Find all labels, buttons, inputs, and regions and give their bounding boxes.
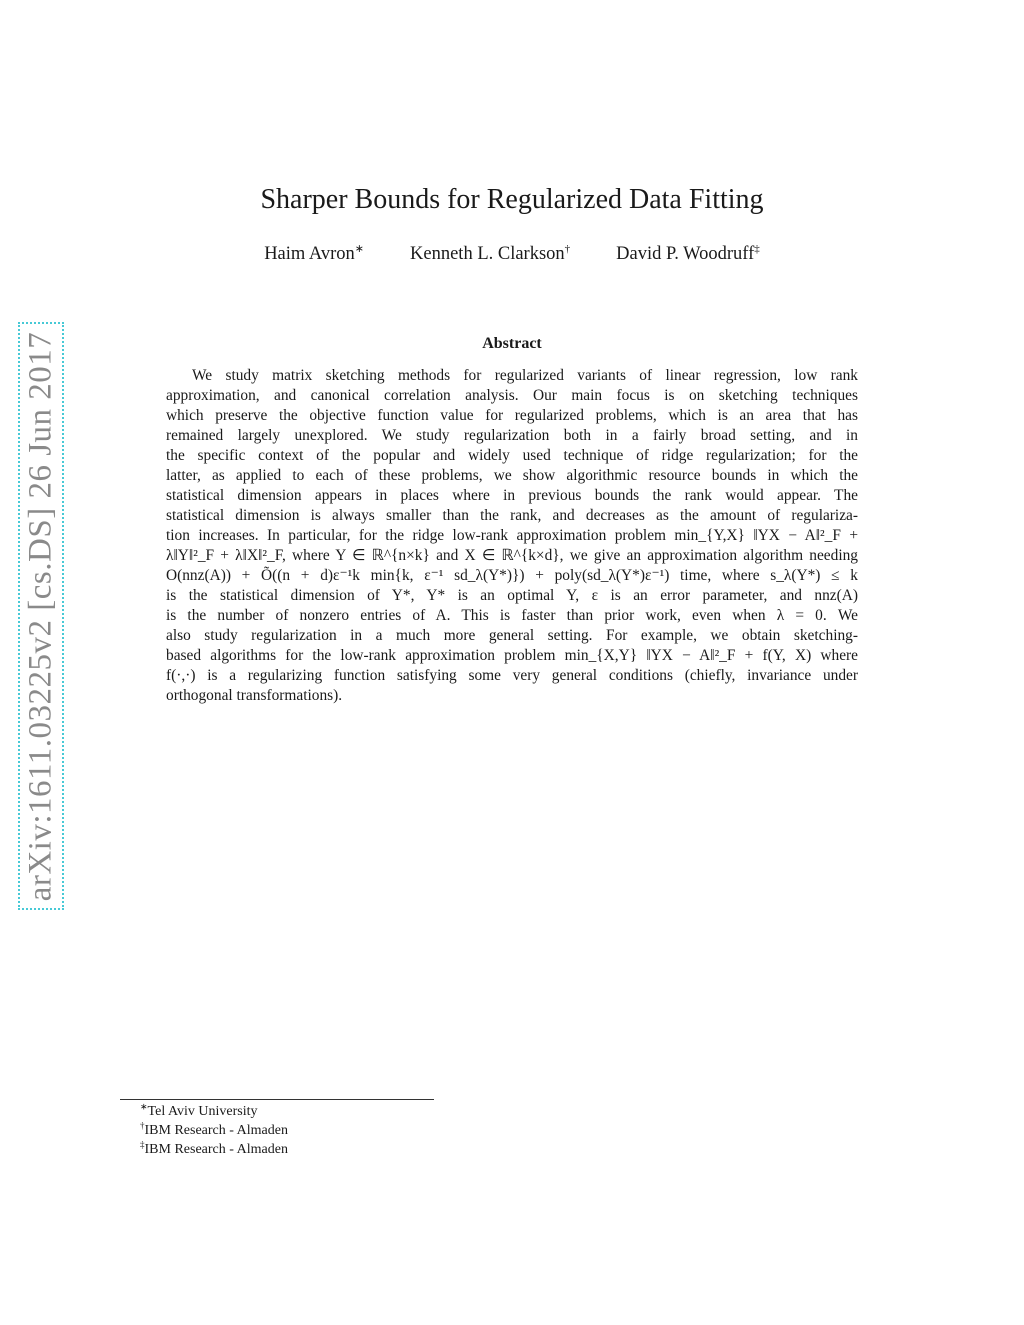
arxiv-sidebar-stamp [18,322,64,910]
abstract-line: tion increases. In particular, for the ridge low-rank approximation problem min_{Y,X} ‖YX − A‖²_F + [166,527,858,544]
abstract-line: orthogonal transformations). [166,687,343,704]
abstract-line: the specific context of the popular and widely used technique of ridge regularization; for the [166,447,858,464]
abstract-line: remained largely unexplored. We study regularization both in a fairly broad setting, and in [166,427,858,444]
abstract-line: approximation, and canonical correlation analysis. Our main focus is on sketching techniques [166,387,858,404]
abstract-line: is the number of nonzero entries of A. This is faster than prior work, even when λ = 0. We [166,607,858,624]
abstract-line: statistical dimension is always smaller than the rank, and decreases as the amount of regulariza- [166,507,858,524]
abstract-line: f(·,·) is a regularizing function satisfying some very general conditions (chiefly, invariance under [166,667,858,684]
abstract-line: We study matrix sketching methods for regularized variants of linear regression, low rank [192,367,858,384]
footnote: †IBM Research - Almaden [140,1120,288,1138]
author-list [0,244,1024,265]
abstract-line: which preserve the objective function value for regularized problems, which is an area that has [166,407,858,424]
abstract-heading: Abstract [482,335,542,352]
author: Kenneth L. Clarkson† [410,242,571,264]
abstract-line: λ‖Y‖²_F + λ‖X‖²_F, where Y ∈ ℝ^{n×k} and X ∈ ℝ^{k×d}, we give an approximation algorithm needing [166,547,858,564]
footnote: ‡IBM Research - Almaden [140,1139,288,1157]
abstract-body [166,366,858,706]
abstract-line: latter, as applied to each of these problems, we show algorithmic resource bounds in which the [166,467,858,484]
footnotes [140,1102,288,1159]
paper-title: Sharper Bounds for Regularized Data Fitting [260,184,764,215]
abstract-line: based algorithms for the low-rank approximation problem min_{X,Y} ‖YX − A‖²_F + f(Y, X) where [166,647,858,664]
footnote: ∗Tel Aviv University [140,1101,258,1119]
abstract-line: statistical dimension appears in places where in previous bounds the rank would appear. The [166,487,858,504]
arxiv-id: arXiv:1611.03225v2 [cs.DS] 26 Jun 2017 [22,331,59,901]
footnote-rule [120,1099,434,1100]
abstract-line: O(nnz(A)) + Õ((n + d)ε⁻¹k min{k, ε⁻¹ sd_λ(Y*)}) + poly(sd_λ(Y*)ε⁻¹) time, where s_λ(Y*) ≤ k [166,567,858,584]
author: Haim Avron∗ [264,242,365,264]
author: David P. Woodruff‡ [616,242,760,264]
abstract-line: also study regularization in a much more general setting. For example, we obtain sketching- [166,627,858,644]
abstract-line: is the statistical dimension of Y*, Y* is an optimal Y, ε is an error parameter, and nnz(A) [166,587,858,604]
